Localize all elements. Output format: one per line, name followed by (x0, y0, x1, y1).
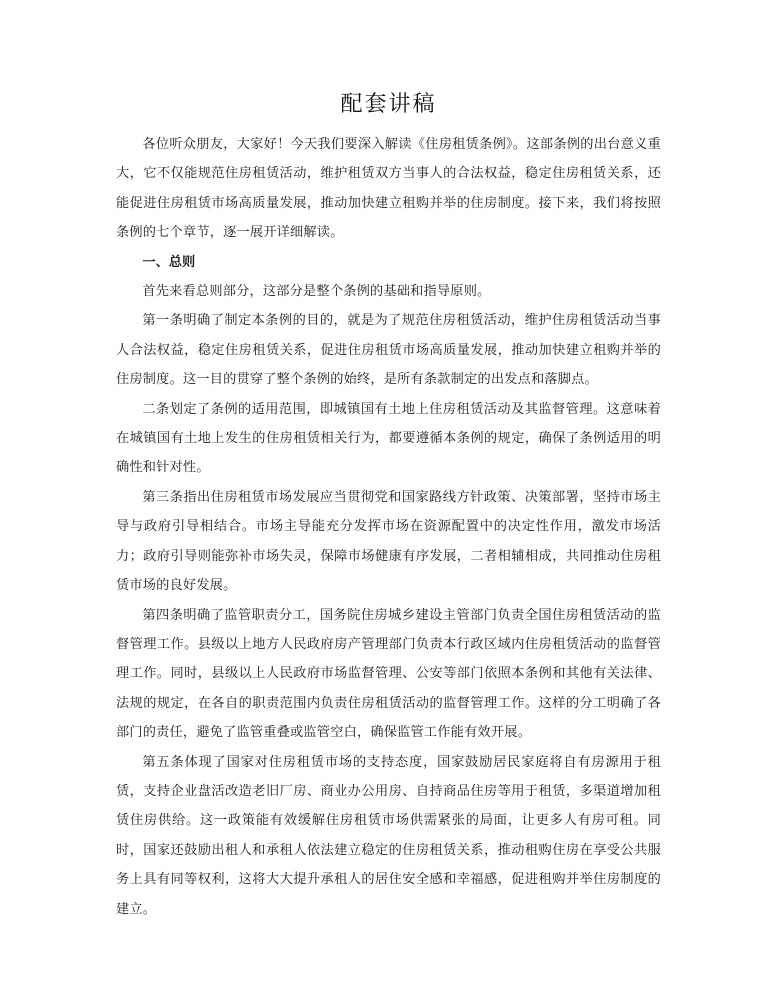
body-paragraph: 第五条体现了国家对住房租赁市场的支持态度，国家鼓励居民家庭将自有房源用于租赁，支持企业盘活改造老旧厂房、商业办公用房、自持商品住房等用于租赁，多渠道增加租赁住房供给。这一政策能有效缓解住房租赁市场供需紧张的局面，让更多人有房可租。同时，国家还鼓励出租人和承租人依法建立稳定的住房租赁关系，推动租购住房在享受公共服务上具有同等权利，这将大大提升承租人的居住安全感和幸福感，促进租购并举住房制度的建立。 (116, 754, 661, 917)
body-paragraph: 第一条明确了制定本条例的目的，就是为了规范住房租赁活动，维护住房租赁活动当事人合法权益，稳定住房租赁关系，促进住房租赁市场高质量发展，推动加快建立租购并举的住房制度。这一目的贯穿了整个条例的始终，是所有条款制定的出发点和落脚点。 (116, 313, 661, 388)
section-heading: 一、总则 (142, 254, 196, 270)
body-paragraph: 第三条指出住房租赁市场发展应当贯彻党和国家路线方针政策、决策部署，坚持市场主导与政府引导相结合。市场主导能充分发挥市场在资源配置中的决定性作用，激发市场活力；政府引导则能弥补市场失灵，保障市场健康有序发展，二者相辅相成，共同推动住房租赁市场的良好发展。 (116, 489, 661, 594)
document-page (116, 88, 661, 924)
body-paragraph: 首先来看总则部分，这部分是整个条例的基础和指导原则。 (142, 284, 491, 300)
page-title: 配套讲稿 (340, 92, 437, 117)
intro-paragraph: 各位听众朋友，大家好！今天我们要深入解读《住房租赁条例》。这部条例的出台意义重大，它不仅能规范住房租赁活动，维护租赁双方当事人的合法权益，稳定住房租赁关系，还能促进住房租赁市场高质量发展，推动加快建立租购并举的住房制度。接下来，我们将按照条例的七个章节，逐一展开详细解读。 (116, 137, 661, 241)
body-paragraph: 第四条明确了监管职责分工，国务院住房城乡建设主管部门负责全国住房租赁活动的监督管理工作。县级以上地方人民政府房产管理部门负责本行政区域内住房租赁活动的监督管理工作。同时，县级以上人民政府市场监督管理、公安等部门依照本条例和其他有关法律、法规的规定，在各自的职责范围内负责住房租赁活动的监督管理工作。这样的分工明确了各部门的责任，避免了监管重叠或监管空白，确保监管工作能有效开展。 (116, 607, 661, 741)
body-paragraph: 二条划定了条例的适用范围，即城镇国有土地上住房租赁活动及其监督管理。这意味着在城镇国有土地上发生的住房租赁相关行为，都要遵循本条例的规定，确保了条例适用的明确性和针对性。 (116, 401, 661, 476)
